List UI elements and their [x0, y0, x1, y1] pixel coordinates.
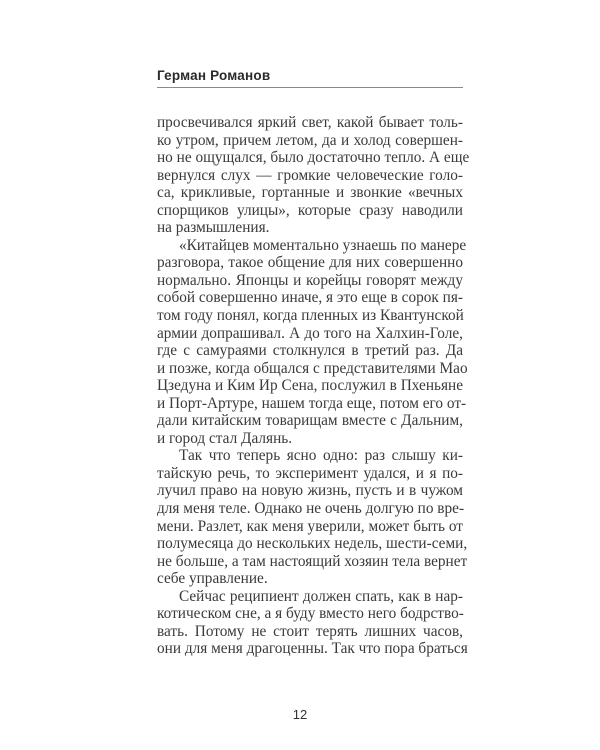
text-line: для меня теле. Однако не очень долгую по вре-	[157, 500, 465, 518]
body-text	[157, 114, 470, 658]
text-line: Так что теперь ясно одно: раз слышу ки-	[179, 447, 463, 465]
paragraph	[157, 114, 470, 237]
text-line: на размышления.	[157, 219, 270, 237]
text-line: просвечивался яркий свет, какой бывает толь-	[157, 114, 463, 131]
text-line: они для меня драгоценны. Так что пора браться	[157, 640, 468, 658]
text-line: полумесяца до нескольких недель, шести-семи,	[157, 535, 468, 553]
text-line: тайскую речь, то эксперимент удался, и я по-	[157, 464, 463, 482]
text-line: собой совершенно иначе, я это еще в сорок пя-	[157, 289, 463, 307]
text-line: и Порт-Артуре, нашем тогда еще, потом его от-	[157, 394, 467, 412]
text-line: дали китайским товарищам вместе с Дальним,	[157, 412, 463, 430]
text-line: вать. Потому не стоит терять лишних часов,	[157, 622, 463, 640]
text-line: том году понял, когда пленных из Квантунской	[157, 307, 464, 325]
running-head-author: Герман Романов	[157, 68, 271, 83]
paragraph	[157, 587, 468, 658]
text-line: лучил право на новую жизнь, пусть и в чужом	[157, 482, 463, 500]
text-line: Сейчас реципиент должен спать, как в нар-	[179, 587, 463, 605]
paragraph	[157, 447, 468, 588]
text-line: себе управление.	[157, 570, 268, 588]
text-line: армии допрашивал. А до того на Халхин-Голе,	[157, 324, 463, 342]
text-line: са, крикливые, гортанные и звонкие «вечных	[157, 184, 463, 202]
text-line: «Китайцев моментально узнаешь по манере	[179, 236, 467, 254]
text-line: котическом сне, а я буду вместо него бодрство-	[157, 605, 464, 623]
text-line: спорщиков улицы», которые сразу наводили	[157, 201, 463, 219]
paragraph	[157, 236, 468, 448]
text-line: ко утром, причем летом, да и холод совершен-	[157, 131, 463, 149]
text-line: где с самураями столкнулся в третий раз. Да	[157, 342, 463, 360]
text-line: но не ощущался, было достаточно тепло. А еще	[157, 149, 470, 167]
text-line: мени. Разлет, как меня уверили, может быть от	[157, 517, 463, 535]
header-rule	[157, 87, 463, 88]
text-line: нормально. Японцы и корейцы говорят между	[157, 271, 463, 289]
text-line: и город стал Далянь.	[157, 429, 293, 447]
text-line: Цзедуна и Ким Ир Сена, послужил в Пхеньяне	[157, 377, 463, 395]
text-line: разговора, такое общение для них совершенно	[157, 254, 463, 272]
text-line: вернулся слух — громкие человеческие голо-	[157, 166, 463, 184]
text-line: и позже, когда общался с представителями Мао	[157, 359, 468, 377]
page-number: 12	[292, 707, 308, 722]
text-line: не больше, а там настоящий хозяин тела вернет	[157, 552, 468, 570]
